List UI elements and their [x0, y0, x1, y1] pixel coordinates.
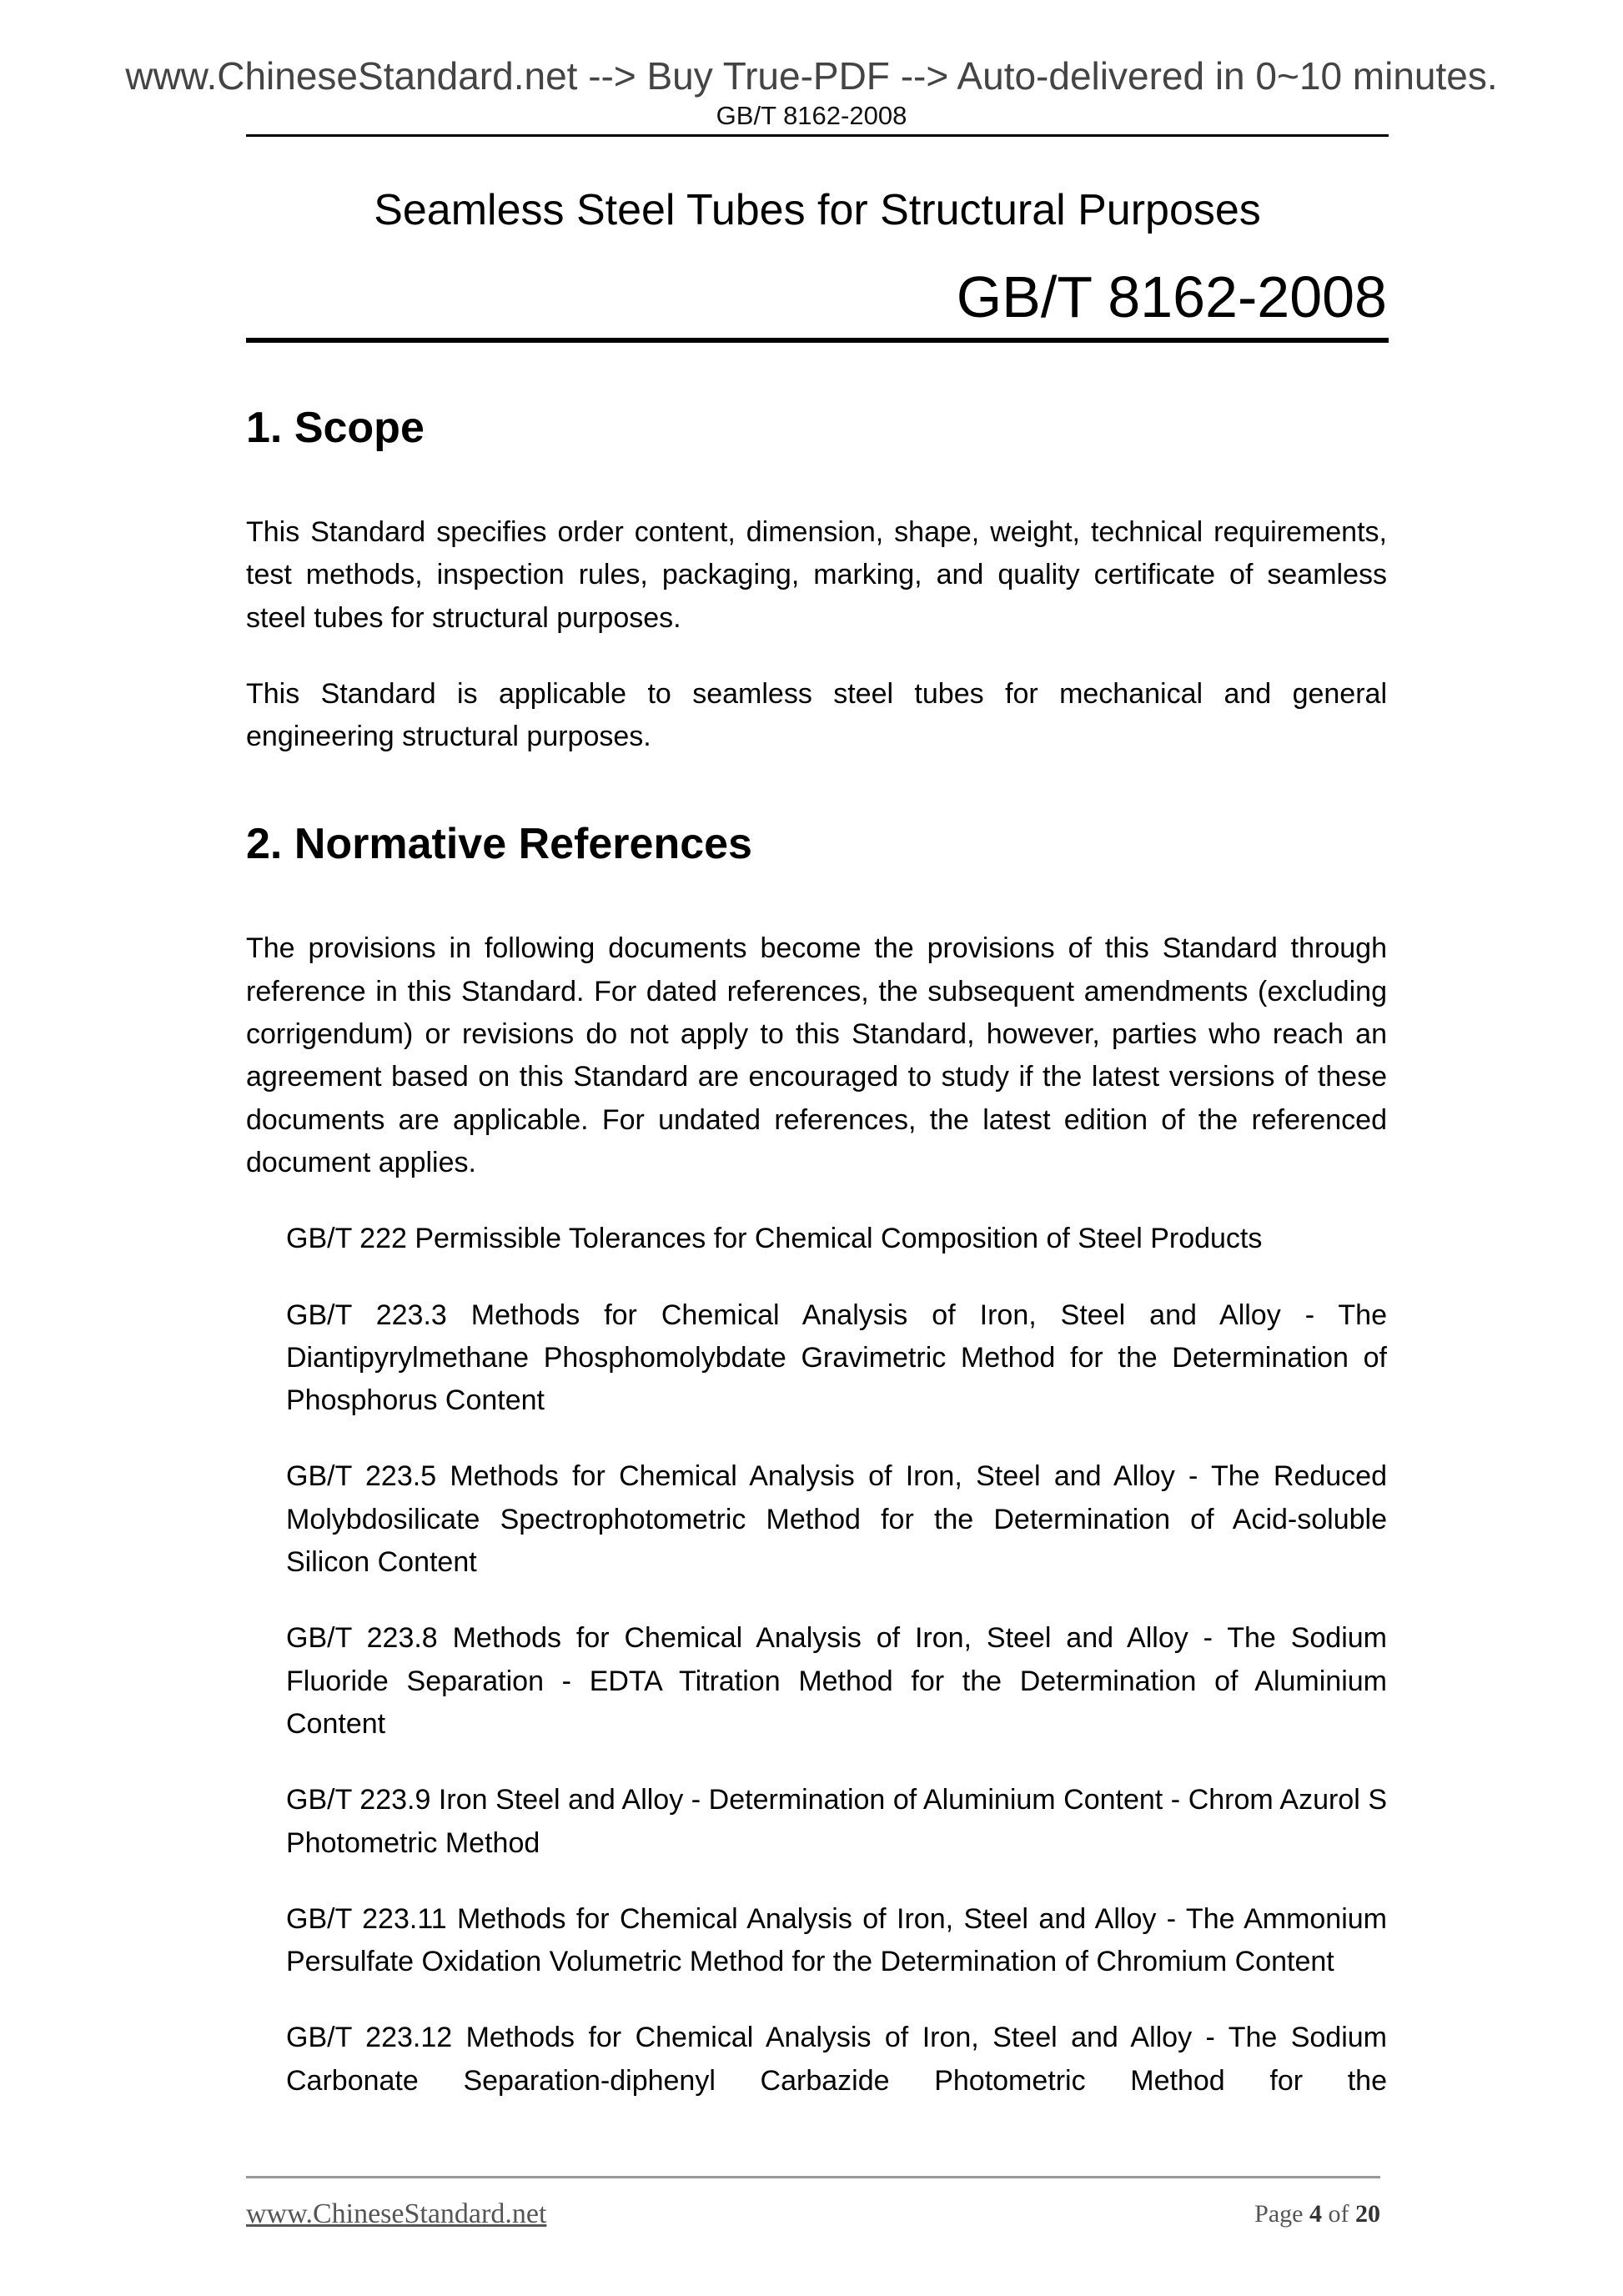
- page-total: 20: [1355, 2200, 1380, 2228]
- reference-item: GB/T 223.12 Methods for Chemical Analysis of Iron, Steel and Alloy - The Sodium Carbonate Separation-diphenyl Carbazide Photometric Method for the: [286, 2022, 1387, 2097]
- reference-item: GB/T 223.3 Methods for Chemical Analysis of Iron, Steel and Alloy - The Diantipyrylmethane Phosphomolybdate Gravimetric Method for the Determination of Phosphorus Content: [286, 1299, 1387, 1417]
- paragraph: The provisions in following documents become the provisions of this Standard through reference in this Standard. For dated references, the subsequent amendments (excluding corrigendum) or revisions do not apply to this Standard, however, parties who reach an agreement based on this Standard are encouraged to study if the latest versions of these documents are applicable. For undated references, the latest edition of the referenced document applies.: [246, 932, 1387, 1178]
- paragraph: This Standard is applicable to seamless steel tubes for mechanical and general engineering structural purposes.: [246, 677, 1387, 753]
- footer-divider: [246, 2176, 1380, 2178]
- page-of: of: [1328, 2200, 1349, 2228]
- title-divider: [246, 338, 1389, 343]
- reference-item: GB/T 223.9 Iron Steel and Alloy - Determination of Aluminium Content - Chrom Azurol S Photometric Method: [286, 1784, 1387, 1859]
- header-standard-code: GB/T 8162-2008: [716, 101, 907, 130]
- promo-banner: www.ChineseStandard.net --> Buy True-PDF --> Auto-delivered in 0~10 minutes.: [125, 54, 1498, 98]
- page-number: [1254, 2200, 1380, 2228]
- paragraph: This Standard specifies order content, dimension, shape, weight, technical requirements, test methods, inspection rules, packaging, marking, and quality certificate of seamless steel tubes for structural purposes.: [246, 516, 1387, 634]
- page-prefix: Page: [1254, 2200, 1304, 2228]
- section-heading-normative-references: 2. Normative References: [246, 820, 752, 869]
- page-current: 4: [1309, 2200, 1322, 2228]
- header-divider: [246, 134, 1389, 137]
- reference-item: GB/T 223.8 Methods for Chemical Analysis of Iron, Steel and Alloy - The Sodium Fluoride Separation - EDTA Titration Method for the Determination of Aluminium Content: [286, 1622, 1387, 1740]
- document-title: Seamless Steel Tubes for Structural Purposes: [374, 186, 1261, 234]
- reference-item: GB/T 223.5 Methods for Chemical Analysis of Iron, Steel and Alloy - The Reduced Molybdosilicate Spectrophotometric Method for the Determination of Acid-soluble Silicon Content: [286, 1460, 1387, 1579]
- footer-website-link[interactable]: www.ChineseStandard.net: [246, 2198, 547, 2229]
- document-body: [246, 403, 1387, 2103]
- reference-item: GB/T 222 Permissible Tolerances for Chemical Composition of Steel Products: [286, 1223, 1263, 1255]
- reference-item: GB/T 223.11 Methods for Chemical Analysis of Iron, Steel and Alloy - The Ammonium Persulfate Oxidation Volumetric Method for the Determination of Chromium Content: [286, 1902, 1387, 1978]
- standard-code: GB/T 8162-2008: [956, 264, 1387, 329]
- section-heading-scope: 1. Scope: [246, 404, 425, 452]
